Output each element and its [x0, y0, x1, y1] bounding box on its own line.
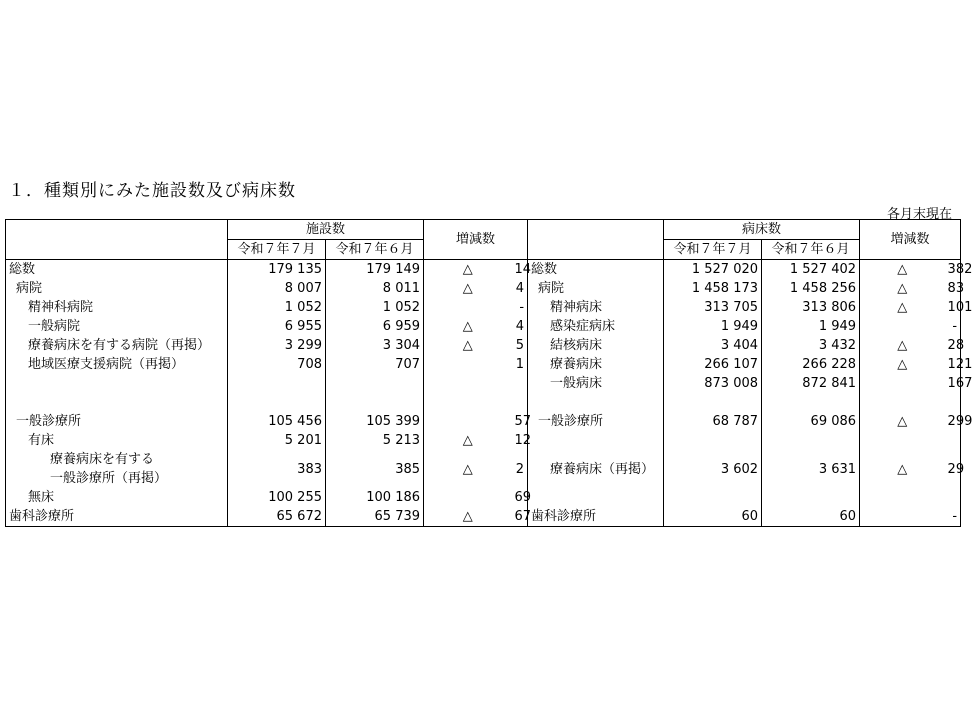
bed-label: 病院	[528, 279, 664, 298]
bed-label: 療養病床（再掲）	[528, 450, 664, 488]
bed-decrease-mark	[860, 488, 945, 507]
corner-right	[528, 220, 664, 260]
bed-jul: 1 527 020	[664, 260, 762, 280]
bed-decrease-mark	[860, 374, 945, 393]
header-facilities: 施設数	[228, 220, 424, 240]
facility-label: 精神科病院	[6, 298, 228, 317]
page-title: １．種類別にみた施設数及び病床数	[8, 181, 296, 201]
facility-label	[6, 450, 228, 488]
bed-change: 299	[945, 412, 961, 431]
bed-jul: 60	[664, 507, 762, 527]
bed-jul: 873 008	[664, 374, 762, 393]
header-facility-change: 増減数	[424, 220, 528, 260]
bed-decrease-mark	[860, 507, 945, 527]
facility-label: 一般病院	[6, 317, 228, 336]
facility-label: 療養病床を有する病院（再掲）	[6, 336, 228, 355]
facility-jun: 5 213	[326, 431, 424, 450]
facility-decrease-mark: △	[462, 433, 473, 448]
bed-change: 121	[945, 355, 961, 374]
facility-change: -	[512, 298, 528, 317]
facility-decrease-mark	[424, 298, 512, 317]
facility-jul: 383	[228, 450, 326, 488]
facilities-beds-table	[5, 219, 972, 527]
facility-jul: 100 255	[228, 488, 326, 507]
facility-label: 総数	[6, 260, 228, 280]
facility-decrease-mark: △	[462, 281, 473, 296]
header-beds: 病床数	[664, 220, 860, 240]
facility-decrease-mark: △	[462, 338, 473, 353]
facility-jul: 708	[228, 355, 326, 374]
bed-jun: 3 631	[762, 450, 860, 488]
facility-decrease-mark: △	[424, 507, 512, 527]
bed-decrease-mark: △	[897, 357, 908, 372]
facility-jun: 179 149	[326, 260, 424, 280]
facility-jun: 105 399	[326, 412, 424, 431]
facility-decrease-mark	[424, 374, 512, 393]
facility-jun: 8 011	[326, 279, 424, 298]
facility-label-line-1: 療養病床を有する	[50, 452, 155, 467]
corner-left	[6, 220, 228, 260]
bed-change: -	[945, 507, 961, 527]
facility-decrease-mark: △	[462, 262, 473, 277]
bed-change	[945, 431, 961, 450]
bed-decrease-mark: △	[897, 281, 908, 296]
facility-jul: 179 135	[228, 260, 326, 280]
bed-label: 精神病床	[528, 298, 664, 317]
bed-jun: 69 086	[762, 412, 860, 431]
bed-jun: 3 432	[762, 336, 860, 355]
bed-jul: 1 949	[664, 317, 762, 336]
header-bed-change: 増減数	[860, 220, 961, 260]
table-row	[6, 450, 961, 488]
bed-jul: 1 458 173	[664, 279, 762, 298]
bed-label: 一般診療所	[528, 412, 664, 431]
facility-jun	[326, 374, 424, 393]
bed-jun	[762, 431, 860, 450]
facility-jun: 1 052	[326, 298, 424, 317]
bed-jun	[762, 488, 860, 507]
bed-jun: 1 527 402	[762, 260, 860, 280]
bed-jul: 3 404	[664, 336, 762, 355]
facility-jul: 105 456	[228, 412, 326, 431]
bed-change: 29	[945, 450, 961, 488]
as-of-note: 各月末現在	[886, 207, 952, 222]
facility-change: 69	[512, 488, 528, 507]
bed-decrease-mark	[860, 431, 945, 450]
bed-jun: 1 458 256	[762, 279, 860, 298]
table-row	[6, 507, 961, 527]
table-row	[6, 260, 961, 280]
spacer-row	[6, 393, 961, 412]
bed-change: 167	[945, 374, 961, 393]
facility-label	[6, 374, 228, 393]
facility-decrease-mark: △	[462, 319, 473, 334]
facility-change: 14	[512, 260, 528, 280]
bed-decrease-mark: △	[897, 461, 908, 477]
bed-change: -	[945, 317, 961, 336]
bed-change: 83	[945, 279, 961, 298]
facility-jul	[228, 374, 326, 393]
facility-change: 12	[512, 431, 528, 450]
header-facility-jun: 令和７年６月	[326, 240, 424, 260]
facility-change	[512, 374, 528, 393]
facility-label-line-2: 一般診療所（再掲）	[50, 471, 168, 486]
table-row	[6, 279, 961, 298]
facility-change: 57	[512, 412, 528, 431]
table-row	[6, 488, 961, 507]
bed-jul: 3 602	[664, 450, 762, 488]
bed-change	[945, 488, 961, 507]
header-bed-jun: 令和７年６月	[762, 240, 860, 260]
table-row	[6, 298, 961, 317]
bed-jul	[664, 488, 762, 507]
bed-jun: 313 806	[762, 298, 860, 317]
bed-jun: 266 228	[762, 355, 860, 374]
bed-decrease-mark: △	[897, 338, 908, 353]
facility-label: 地域医療支援病院（再掲）	[6, 355, 228, 374]
facility-jun: 3 304	[326, 336, 424, 355]
bed-jul	[664, 431, 762, 450]
facility-label: 病院	[6, 279, 228, 298]
table-row	[6, 355, 961, 374]
facility-jul: 3 299	[228, 336, 326, 355]
bed-change: 382	[945, 260, 961, 280]
table-row	[6, 336, 961, 355]
bed-jun: 872 841	[762, 374, 860, 393]
facility-label: 無床	[6, 488, 228, 507]
facility-decrease-mark	[424, 412, 512, 431]
bed-jul: 313 705	[664, 298, 762, 317]
facility-change: 2	[512, 450, 528, 488]
bed-change: 101	[945, 298, 961, 317]
table-row	[6, 374, 961, 393]
header-bed-jul: 令和７年７月	[664, 240, 762, 260]
bed-jun: 60	[762, 507, 860, 527]
bed-label: 歯科診療所	[528, 507, 664, 527]
bed-decrease-mark	[860, 317, 945, 336]
facility-change: 4	[512, 317, 528, 336]
facility-jul: 6 955	[228, 317, 326, 336]
bed-decrease-mark: △	[897, 414, 908, 429]
facility-decrease-mark	[424, 488, 512, 507]
facility-jun: 385	[326, 450, 424, 488]
facility-decrease-mark	[424, 355, 512, 374]
bed-label: 療養病床	[528, 355, 664, 374]
facility-jul: 65 672	[228, 507, 326, 527]
bed-change: 28	[945, 336, 961, 355]
bed-label: 感染症病床	[528, 317, 664, 336]
facility-jul: 1 052	[228, 298, 326, 317]
bed-jul: 266 107	[664, 355, 762, 374]
bed-label: 一般病床	[528, 374, 664, 393]
table-row	[6, 317, 961, 336]
facility-change: 67	[512, 507, 528, 527]
bed-label	[528, 431, 664, 450]
facility-label: 歯科診療所	[6, 507, 228, 527]
facility-jun: 707	[326, 355, 424, 374]
facility-label: 有床	[6, 431, 228, 450]
bed-jul: 68 787	[664, 412, 762, 431]
table-row	[6, 431, 961, 450]
facility-jun: 100 186	[326, 488, 424, 507]
facility-jun: 65 739	[326, 507, 424, 527]
facility-change: 5	[512, 336, 528, 355]
facility-decrease-mark: △	[462, 461, 473, 477]
bed-label	[528, 488, 664, 507]
facility-jul: 5 201	[228, 431, 326, 450]
facility-jun: 6 959	[326, 317, 424, 336]
header-facility-jul: 令和７年７月	[228, 240, 326, 260]
bed-decrease-mark: △	[897, 262, 908, 277]
bed-jun: 1 949	[762, 317, 860, 336]
facility-change: 1	[512, 355, 528, 374]
table-row	[6, 412, 961, 431]
bed-decrease-mark: △	[897, 300, 908, 315]
bed-label: 総数	[528, 260, 664, 280]
facility-change: 4	[512, 279, 528, 298]
bed-label: 結核病床	[528, 336, 664, 355]
facility-jul: 8 007	[228, 279, 326, 298]
facility-label: 一般診療所	[6, 412, 228, 431]
